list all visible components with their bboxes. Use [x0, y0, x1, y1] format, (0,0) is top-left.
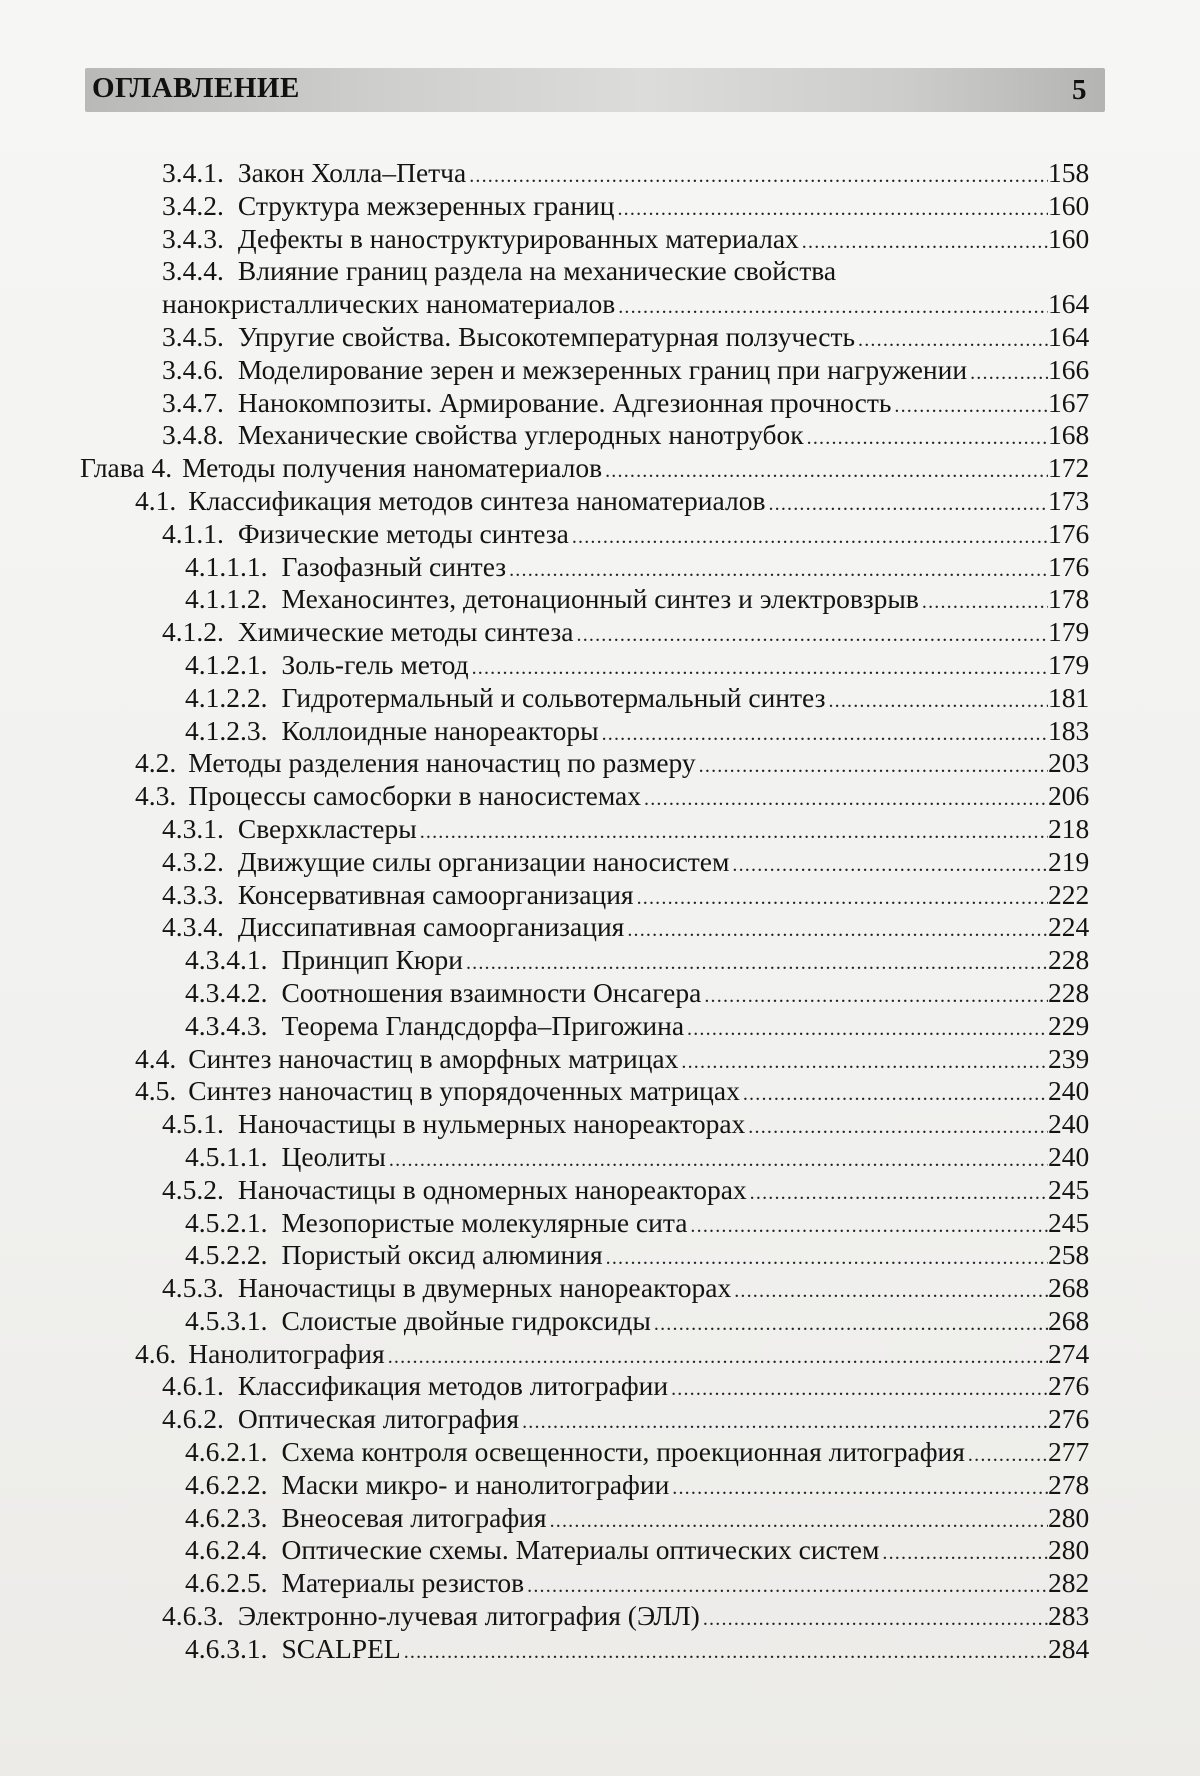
toc-entry-title: Мезопористые молекулярные сита: [281, 1206, 688, 1238]
toc-entry[interactable]: [0, 1567, 1200, 1600]
toc-entry-number: 3.4.1.: [162, 157, 224, 188]
toc-entry-number: 4.5.2.2.: [185, 1239, 268, 1271]
toc-entry[interactable]: [0, 1338, 1200, 1371]
toc-entry-page: 218: [1048, 812, 1090, 844]
toc-entry-number: 4.3.4.: [162, 911, 224, 943]
toc-entry[interactable]: [0, 649, 1200, 682]
dot-leader: [606, 1243, 1048, 1273]
toc-entry-number: 4.1.: [135, 484, 177, 516]
toc-entry-page: 283: [1048, 1600, 1090, 1632]
toc-entry-number: 4.6.3.1.: [185, 1632, 268, 1664]
toc-entry-number: 4.5.2.1.: [185, 1206, 268, 1238]
toc-entry-page: 228: [1048, 976, 1090, 1008]
toc-entry-page: 173: [1048, 484, 1090, 516]
toc-entry-title: Коллоидные нанореакторы: [281, 714, 599, 746]
toc-entry[interactable]: [0, 944, 1200, 977]
dot-leader: [509, 555, 1048, 585]
toc-entry[interactable]: [0, 255, 1200, 288]
toc-entry[interactable]: [0, 1600, 1200, 1633]
toc-entry[interactable]: [0, 1075, 1200, 1108]
toc-entry[interactable]: [0, 190, 1200, 223]
toc-entry-number: 3.4.2.: [162, 189, 224, 221]
dot-leader: [858, 325, 1048, 355]
toc-entry-number: 4.5.3.1.: [185, 1304, 268, 1336]
toc-entry-page: 176: [1048, 550, 1090, 582]
toc-entry-page: 277: [1048, 1436, 1090, 1468]
dot-leader: [420, 817, 1048, 847]
toc-entry-title: Теорема Гландсдорфа–Пригожина: [281, 1009, 685, 1041]
toc-entry[interactable]: [0, 1272, 1200, 1305]
toc-entry-number: 4.1.2.2.: [185, 681, 268, 713]
toc-entry-title: Маски микро- и нанолитографии: [281, 1468, 670, 1500]
dot-leader: [768, 489, 1048, 519]
toc-entry[interactable]: [0, 616, 1200, 649]
toc-entry[interactable]: [0, 1633, 1200, 1666]
toc-entry-title: Золь-гель метод: [281, 648, 469, 680]
toc-entry-page: 228: [1048, 944, 1090, 976]
toc-entry-title: Синтез наночастиц в упорядоченных матрицах: [188, 1075, 740, 1107]
toc-entry-title: Химические методы синтеза: [237, 616, 574, 648]
dot-leader: [577, 620, 1049, 650]
toc-entry-number: 4.5.3.: [162, 1272, 224, 1304]
dot-leader: [627, 915, 1048, 945]
dot-leader: [732, 850, 1048, 880]
toc-entry[interactable]: [0, 813, 1200, 846]
toc-entry-title: Соотношения взаимности Онсагера: [281, 976, 702, 1008]
toc-entry-page: 278: [1048, 1468, 1090, 1500]
dot-leader: [828, 686, 1048, 716]
toc-entry[interactable]: [0, 583, 1200, 616]
dot-leader: [472, 653, 1048, 683]
toc-entry-page: 268: [1048, 1272, 1090, 1304]
toc-entry-title: Материалы резистов: [281, 1567, 525, 1599]
toc-entry-page: 284: [1048, 1632, 1090, 1664]
toc-entry[interactable]: [0, 387, 1200, 420]
toc-entry-number: 4.5.1.: [162, 1108, 224, 1140]
toc-entry[interactable]: [0, 1010, 1200, 1043]
toc-entry-page: 166: [1048, 353, 1090, 385]
dot-leader: [466, 948, 1048, 978]
toc-entry[interactable]: [0, 1436, 1200, 1469]
toc-entry-page: 229: [1048, 1009, 1090, 1041]
toc-entry-number: 4.6.2.4.: [185, 1534, 268, 1566]
toc-entry-number: 4.3.4.2.: [185, 976, 268, 1008]
toc-entry[interactable]: [0, 747, 1200, 780]
toc-entry[interactable]: [0, 485, 1200, 518]
toc-entry[interactable]: [0, 846, 1200, 879]
toc-entry[interactable]: [0, 1305, 1200, 1338]
toc-entry-page: 172: [1048, 452, 1090, 484]
dot-leader: [550, 1506, 1048, 1536]
dot-leader: [970, 358, 1048, 388]
toc-entry-title: Цеолиты: [281, 1140, 386, 1172]
dot-leader: [704, 981, 1048, 1011]
dot-leader: [750, 1178, 1048, 1208]
toc-entry[interactable]: [0, 1403, 1200, 1436]
toc-entry-title: Наночастицы в нульмерных нанореакторах: [237, 1108, 746, 1140]
toc-entry-number: 4.6.2.5.: [185, 1567, 268, 1599]
toc-entry-page: 240: [1048, 1140, 1090, 1172]
toc-entry-number: 4.1.2.: [162, 616, 224, 648]
toc-entry[interactable]: [0, 715, 1200, 748]
toc-entry-number: 4.5.: [135, 1075, 177, 1107]
toc-entry-title: Физические методы синтеза: [237, 517, 569, 549]
dot-leader: [690, 1211, 1048, 1241]
toc-entry-number: 4.6.2.1.: [185, 1436, 268, 1468]
toc-entry-title: Классификация методов синтеза наноматериалов: [188, 484, 766, 516]
toc-entry-page: 239: [1048, 1042, 1090, 1074]
toc-entry-number: 4.6.3.: [162, 1600, 224, 1632]
dot-leader: [602, 719, 1048, 749]
toc-entry-page: 222: [1048, 878, 1090, 910]
toc-entry-page: 167: [1048, 386, 1090, 418]
toc-entry-title: Нанокомпозиты. Армирование. Адгезионная прочность: [237, 386, 892, 418]
toc-entry-page: 268: [1048, 1304, 1090, 1336]
toc-entry[interactable]: [0, 518, 1200, 551]
toc-entry-page: 258: [1048, 1239, 1090, 1271]
toc-entry-number: 4.3.4.3.: [185, 1009, 268, 1041]
toc-entry[interactable]: [0, 354, 1200, 387]
dot-leader: [802, 227, 1048, 257]
toc-entry-number: 4.4.: [135, 1042, 177, 1074]
toc-entry-title: Наночастицы в двумерных нанореакторах: [237, 1272, 732, 1304]
toc-entry-title: Сверхкластеры: [237, 812, 417, 844]
toc-entry[interactable]: [0, 1108, 1200, 1141]
dot-leader: [807, 423, 1048, 453]
toc-entry-number: 4.1.2.3.: [185, 714, 268, 746]
toc-entry[interactable]: [0, 288, 1200, 321]
dot-leader: [469, 161, 1048, 191]
toc-entry-page: 160: [1048, 189, 1090, 221]
toc-entry-page: 280: [1048, 1501, 1090, 1533]
toc-entry-title: Принцип Кюри: [281, 944, 463, 976]
toc-entry-page: 164: [1048, 320, 1090, 352]
toc-entry[interactable]: [0, 1239, 1200, 1272]
dot-leader: [748, 1112, 1048, 1142]
toc-entry-title: Механические свойства углеродных нанотрубок: [237, 419, 804, 451]
toc-entry-page: 164: [1048, 288, 1090, 320]
toc-entry-page: 280: [1048, 1534, 1090, 1566]
toc-entry-page: 274: [1048, 1337, 1090, 1369]
toc-entry[interactable]: [0, 911, 1200, 944]
toc-entry[interactable]: [0, 1370, 1200, 1403]
toc-entry-title: Наночастицы в одномерных нанореакторах: [237, 1173, 747, 1205]
toc-entry-number: 4.3.2.: [162, 845, 224, 877]
toc-entry-page: 206: [1048, 780, 1090, 812]
toc-entry-title: Методы получения наноматериалов: [182, 452, 603, 484]
toc-entry-title: Классификация методов литографии: [237, 1370, 669, 1402]
dot-leader: [654, 1309, 1048, 1339]
toc-entry-number: 4.1.2.1.: [185, 648, 268, 680]
toc-entry-number: 4.3.: [135, 780, 177, 812]
dot-leader: [572, 522, 1048, 552]
page-title: ОГЛАВЛЕНИЕ: [92, 72, 300, 104]
toc-entry-number: 3.4.7.: [162, 386, 224, 418]
toc-entry-title: Механосинтез, детонационный синтез и электровзрыв: [281, 583, 919, 615]
toc-entry-number: 3.4.3.: [162, 222, 224, 254]
dot-leader: [743, 1079, 1048, 1109]
toc-entry-page: 224: [1048, 911, 1090, 943]
page-number: 5: [1072, 74, 1087, 106]
toc-entry-number: 4.6.2.3.: [185, 1501, 268, 1533]
toc-entry-number: 4.3.4.1.: [185, 944, 268, 976]
toc-entry-title: Методы разделения наночастиц по размеру: [188, 747, 696, 779]
toc-entry[interactable]: [0, 1502, 1200, 1535]
toc-entry-page: 160: [1048, 222, 1090, 254]
dot-leader: [968, 1440, 1048, 1470]
toc-entry-number: 4.5.1.1.: [185, 1140, 268, 1172]
toc-entry-page: 219: [1048, 845, 1090, 877]
dot-leader: [617, 194, 1048, 224]
toc-entry[interactable]: [0, 321, 1200, 354]
toc-entry-title: Процессы самосборки в наносистемах: [188, 780, 642, 812]
toc-entry-page: 282: [1048, 1567, 1090, 1599]
dot-leader: [681, 1047, 1048, 1077]
toc-entry-page: 179: [1048, 648, 1090, 680]
toc-entry-number: 4.1.1.1.: [185, 550, 268, 582]
toc-entry[interactable]: [0, 1469, 1200, 1502]
toc-entry-title: Закон Холла–Петча: [237, 157, 467, 188]
toc-entry-title: Газофазный синтез: [281, 550, 507, 582]
toc-entry[interactable]: [0, 223, 1200, 256]
toc-entry-page: 203: [1048, 747, 1090, 779]
toc-entry[interactable]: [0, 452, 1200, 485]
dot-leader: [672, 1473, 1048, 1503]
toc-entry-page: 245: [1048, 1206, 1090, 1238]
toc-entry-number: 3.4.6.: [162, 353, 224, 385]
toc-entry[interactable]: [0, 551, 1200, 584]
toc-entry-title: Оптическая литография: [237, 1403, 520, 1435]
dot-leader: [522, 1407, 1048, 1437]
dot-leader: [618, 292, 1048, 322]
toc-entry-title: Движущие силы организации наносистем: [237, 845, 730, 877]
toc-entry[interactable]: [0, 419, 1200, 452]
toc-entry-number: 3.4.4.: [162, 255, 224, 287]
dot-leader: [671, 1374, 1048, 1404]
toc-entry[interactable]: [0, 1207, 1200, 1240]
dot-leader: [894, 391, 1048, 421]
toc-entry-number: 3.4.5.: [162, 320, 224, 352]
toc-entry-title: Схема контроля освещенности, проекционная литография: [281, 1436, 965, 1468]
toc-entry-page: 240: [1048, 1108, 1090, 1140]
dot-leader: [687, 1014, 1048, 1044]
toc-entry-page: 276: [1048, 1370, 1090, 1402]
toc-entry-title: нанокристаллических наноматериалов: [162, 288, 616, 320]
toc-entry[interactable]: [0, 977, 1200, 1010]
dot-leader: [699, 751, 1048, 781]
dot-leader: [882, 1538, 1048, 1568]
toc-entry-page: 245: [1048, 1173, 1090, 1205]
toc-entry-page: 276: [1048, 1403, 1090, 1435]
toc-entry-title: Нанолитография: [188, 1337, 385, 1369]
toc-entry-title: Дефекты в наноструктурированных материалах: [237, 222, 799, 254]
dot-leader: [404, 1637, 1048, 1667]
toc-entry-number: 4.6.2.: [162, 1403, 224, 1435]
toc-entry-number: 4.3.1.: [162, 812, 224, 844]
toc-entry[interactable]: [0, 1174, 1200, 1207]
toc-entry-number: Глава 4.: [80, 452, 173, 484]
toc-entry-page: 183: [1048, 714, 1090, 746]
dot-leader: [389, 1145, 1048, 1175]
dot-leader: [644, 784, 1048, 814]
toc-entry-title: Пористый оксид алюминия: [281, 1239, 603, 1271]
dot-leader: [637, 883, 1048, 913]
toc-entry-title: Моделирование зерен и межзеренных границ при нагружении: [237, 353, 968, 385]
dot-leader: [605, 456, 1048, 486]
toc-entry-page: 176: [1048, 517, 1090, 549]
dot-leader: [527, 1571, 1048, 1601]
toc-entry-title: SCALPEL: [281, 1632, 401, 1664]
dot-leader: [388, 1342, 1048, 1372]
table-of-contents: [0, 157, 1200, 1666]
toc-entry-title: Консервативная самоорганизация: [237, 878, 634, 910]
toc-entry-title: Электронно-лучевая литография (ЭЛЛ): [237, 1600, 700, 1632]
toc-entry-page: 158: [1048, 157, 1090, 188]
toc-entry[interactable]: [0, 879, 1200, 912]
toc-entry[interactable]: [0, 682, 1200, 715]
toc-entry-title: Упругие свойства. Высокотемпературная ползучесть: [237, 320, 856, 352]
toc-entry-number: 4.6.2.2.: [185, 1468, 268, 1500]
toc-entry-page: 178: [1048, 583, 1090, 615]
toc-entry-number: 4.6.1.: [162, 1370, 224, 1402]
toc-entry[interactable]: [0, 1043, 1200, 1076]
toc-entry-title: Диссипативная самоорганизация: [237, 911, 625, 943]
toc-entry-number: 4.3.3.: [162, 878, 224, 910]
toc-entry-page: 181: [1048, 681, 1090, 713]
toc-entry-title: Слоистые двойные гидроксиды: [281, 1304, 651, 1336]
toc-entry-page: 179: [1048, 616, 1090, 648]
toc-entry-page: 240: [1048, 1075, 1090, 1107]
toc-entry-title: Синтез наночастиц в аморфных матрицах: [188, 1042, 679, 1074]
dot-leader: [703, 1604, 1048, 1634]
toc-entry-number: 4.6.: [135, 1337, 177, 1369]
toc-entry[interactable]: [0, 1141, 1200, 1174]
toc-entry[interactable]: [0, 780, 1200, 813]
toc-entry[interactable]: [0, 157, 1200, 190]
toc-entry-title: Оптические схемы. Материалы оптических систем: [281, 1534, 880, 1566]
toc-entry-number: 4.1.1.2.: [185, 583, 268, 615]
toc-entry[interactable]: [0, 1534, 1200, 1567]
toc-entry-title: Гидротермальный и сольвотермальный синтез: [281, 681, 826, 713]
toc-entry-number: 3.4.8.: [162, 419, 224, 451]
toc-entry-number: 4.5.2.: [162, 1173, 224, 1205]
toc-entry-page: 168: [1048, 419, 1090, 451]
toc-entry-title: Внеосевая литография: [281, 1501, 547, 1533]
toc-entry-title: Влияние границ раздела на механические свойства: [237, 255, 837, 287]
dot-leader: [922, 587, 1048, 617]
toc-entry-number: 4.2.: [135, 747, 177, 779]
toc-entry-title: Структура межзеренных границ: [237, 189, 615, 221]
dot-leader: [734, 1276, 1048, 1306]
toc-entry-number: 4.1.1.: [162, 517, 224, 549]
